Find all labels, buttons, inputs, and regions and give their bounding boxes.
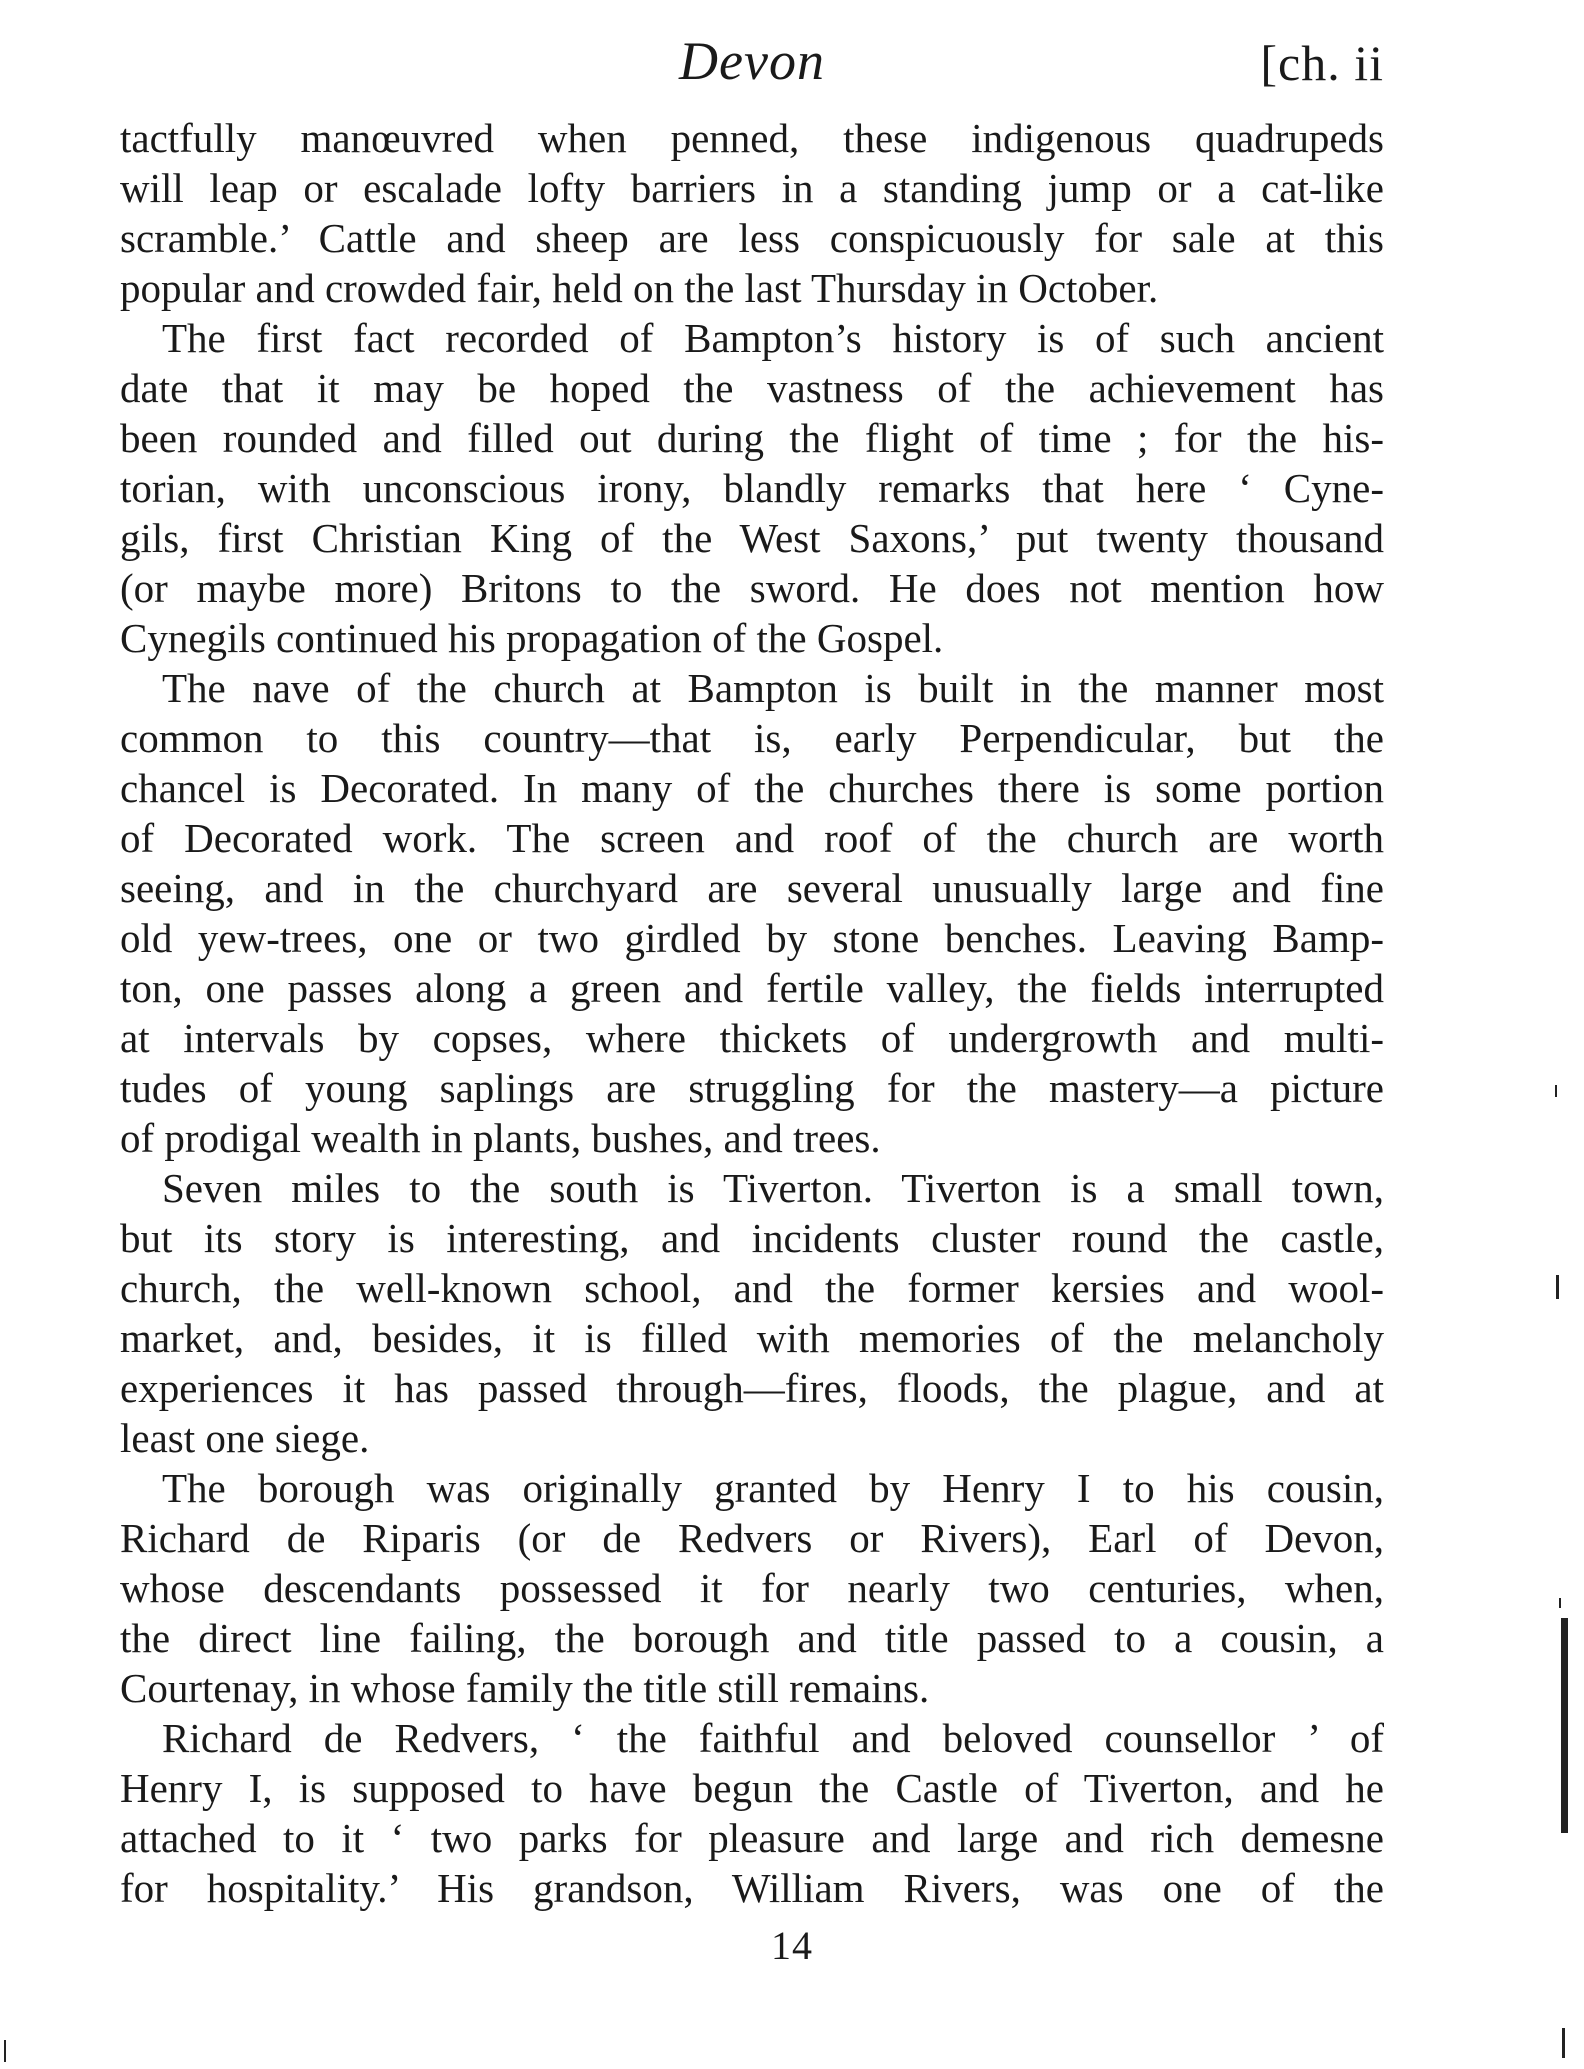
- running-title: Devon: [679, 31, 825, 91]
- text-line: Courtenay, in whose family the title still remains.: [120, 1665, 930, 1711]
- text-line: Henry I, is supposed to have begun the Castle of Tiverton, and he: [120, 1765, 1384, 1811]
- text-line: of Decorated work. The screen and roof of the church are worth: [120, 815, 1384, 861]
- text-line: of prodigal wealth in plants, bushes, and trees.: [120, 1115, 881, 1161]
- text-line: tactfully manœuvred when penned, these indigenous quadrupeds: [120, 115, 1384, 161]
- text-line: (or maybe more) Britons to the sword. He does not mention how: [120, 565, 1384, 611]
- text-line: popular and crowded fair, held on the last Thursday in October.: [120, 265, 1159, 311]
- text-line: experiences it has passed through—fires, floods, the plague, and at: [120, 1365, 1384, 1411]
- paragraph: [120, 663, 1384, 1163]
- paragraph: [120, 313, 1384, 663]
- text-line: ton, one passes along a green and fertile valley, the fields interrupted: [120, 965, 1384, 1011]
- text-line: church, the well-known school, and the former kersies and wool-: [120, 1265, 1384, 1311]
- text-line: been rounded and filled out during the flight of time ; for the his-: [120, 415, 1384, 461]
- text-line: seeing, and in the churchyard are several unusually large and fine: [120, 865, 1384, 911]
- text-line: will leap or escalade lofty barriers in a standing jump or a cat-like: [120, 165, 1384, 211]
- text-line: old yew-trees, one or two girdled by stone benches. Leaving Bamp-: [120, 915, 1384, 961]
- text-line: Seven miles to the south is Tiverton. Tiverton is a small town,: [162, 1165, 1384, 1211]
- text-line: but its story is interesting, and incidents cluster round the castle,: [120, 1215, 1384, 1261]
- paragraph: [120, 1713, 1384, 1913]
- text-line: chancel is Decorated. In many of the churches there is some portion: [120, 765, 1384, 811]
- scan-edge-mark: [1559, 1598, 1561, 1608]
- body-text: [120, 113, 1384, 1913]
- text-line: The first fact recorded of Bampton’s history is of such ancient: [162, 315, 1384, 361]
- text-line: scramble.’ Cattle and sheep are less conspicuously for sale at this: [120, 215, 1384, 261]
- text-line: date that it may be hoped the vastness of the achievement has: [120, 365, 1384, 411]
- text-line: whose descendants possessed it for nearly two centuries, when,: [120, 1565, 1384, 1611]
- text-line: at intervals by copses, where thickets of undergrowth and multi-: [120, 1015, 1384, 1061]
- text-line: gils, first Christian King of the West Saxons,’ put twenty thousand: [120, 515, 1384, 561]
- text-line: torian, with unconscious irony, blandly remarks that here ‘ Cyne-: [120, 465, 1384, 511]
- text-line: least one siege.: [120, 1415, 370, 1461]
- scan-edge-mark: [1555, 1085, 1557, 1097]
- text-line: The borough was originally granted by Henry I to his cousin,: [162, 1465, 1384, 1511]
- text-line: Richard de Redvers, ‘ the faithful and beloved counsellor ’ of: [162, 1715, 1384, 1761]
- scan-edge-mark: [1556, 1275, 1559, 1299]
- scan-edge-mark: [1562, 2028, 1565, 2058]
- scan-edge-mark: [4, 2040, 6, 2062]
- text-line: market, and, besides, it is filled with memories of the melancholy: [120, 1315, 1384, 1361]
- text-line: attached to it ‘ two parks for pleasure and large and rich demesne: [120, 1815, 1384, 1861]
- text-line: Cynegils continued his propagation of the Gospel.: [120, 615, 944, 661]
- text-line: The nave of the church at Bampton is built in the manner most: [162, 665, 1384, 711]
- scan-edge-mark: [1561, 1618, 1568, 1833]
- paragraph: [120, 1463, 1384, 1713]
- text-line: Richard de Riparis (or de Redvers or Rivers), Earl of Devon,: [120, 1515, 1384, 1561]
- text-line: common to this country—that is, early Perpendicular, but the: [120, 715, 1384, 761]
- page-number: 14: [771, 1923, 813, 1968]
- paragraph: [120, 1163, 1384, 1463]
- running-head: [120, 30, 1384, 110]
- chapter-reference: [ch. ii: [1260, 35, 1384, 91]
- text-line: for hospitality.’ His grandson, William Rivers, was one of the: [120, 1865, 1384, 1911]
- paragraph: [120, 113, 1384, 313]
- text-line: the direct line failing, the borough and title passed to a cousin, a: [120, 1615, 1384, 1661]
- text-line: tudes of young saplings are struggling for the mastery—a picture: [120, 1065, 1384, 1111]
